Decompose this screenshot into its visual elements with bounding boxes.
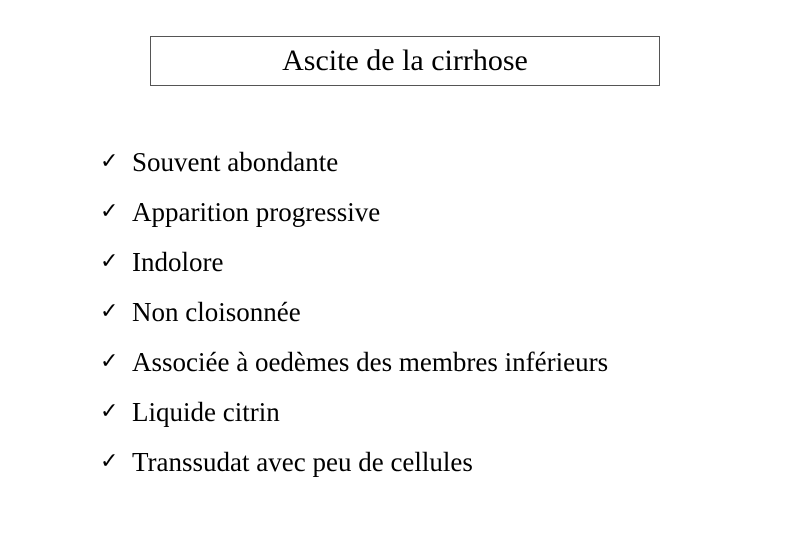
list-item	[100, 437, 608, 487]
bullet-text: Non cloisonnée	[132, 296, 301, 327]
slide-title-box	[150, 36, 660, 86]
bullet-text: Indolore	[132, 246, 224, 277]
bullet-text: Souvent abondante	[132, 146, 339, 177]
list-item	[100, 337, 608, 387]
check-icon: ✓	[100, 399, 119, 424]
list-item	[100, 387, 608, 437]
bullet-list	[100, 137, 608, 487]
check-icon: ✓	[100, 149, 119, 174]
bullet-text: Associée à oedèmes des membres inférieurs	[132, 346, 609, 377]
bullet-text: Apparition progressive	[132, 196, 381, 227]
bullet-text: Liquide citrin	[132, 396, 280, 427]
check-icon: ✓	[100, 349, 119, 374]
bullet-text: Transsudat avec peu de cellules	[132, 446, 473, 477]
check-icon: ✓	[100, 449, 119, 474]
list-item	[100, 137, 608, 187]
check-icon: ✓	[100, 199, 119, 224]
check-icon: ✓	[100, 249, 119, 274]
list-item	[100, 237, 608, 287]
list-item	[100, 187, 608, 237]
list-item	[100, 287, 608, 337]
check-icon: ✓	[100, 299, 119, 324]
slide-title: Ascite de la cirrhose	[282, 44, 528, 77]
